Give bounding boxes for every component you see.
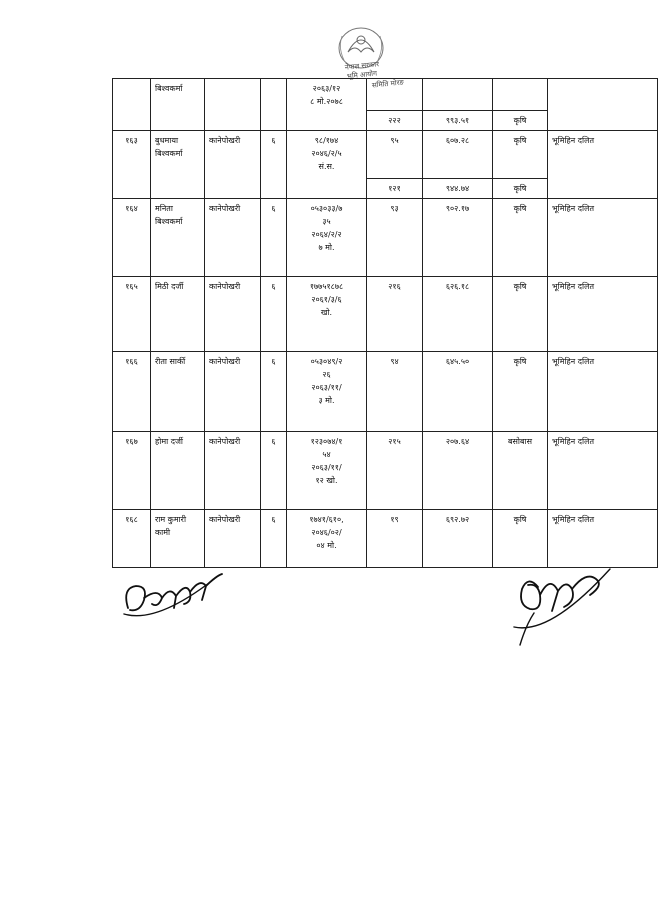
category-cell: भूमिहिन दलित <box>548 432 658 510</box>
area-cell: ९९३.५१ <box>423 111 493 131</box>
place-cell: कानेपोखरी <box>205 510 261 568</box>
serial-cell: १६३ <box>113 131 151 199</box>
name-cell: होमा दर्जी <box>151 432 205 510</box>
name-cell: बुधमाया बिश्वकर्मा <box>151 131 205 199</box>
category-cell: भूमिहिन दलित <box>548 510 658 568</box>
table-row <box>113 432 658 510</box>
kitta-cell: २२२ <box>367 111 423 131</box>
ward-cell: ६ <box>261 432 287 510</box>
serial-cell: १६८ <box>113 510 151 568</box>
kitta-cell: १९ <box>367 510 423 568</box>
place-cell: कानेपोखरी <box>205 352 261 432</box>
area-cell: ६४५.५० <box>423 352 493 432</box>
category-cell: भूमिहिन दलित <box>548 352 658 432</box>
name-cell: मनिता बिश्वकर्मा <box>151 199 205 277</box>
use-cell: कृषि <box>493 199 548 277</box>
reference-cell: ०५३०४९/२ २६ २०६३/११/ ३ मो. <box>287 352 367 432</box>
name-cell: राम कुमारी कामी <box>151 510 205 568</box>
table-row <box>113 79 658 111</box>
seal-line-2: भूमि आयोग <box>346 69 378 81</box>
reference-cell: ०५३०३३/७ ३५ २०६४/२/२ ७ मो. <box>287 199 367 277</box>
category-cell: भूमिहिन दलित <box>548 131 658 199</box>
right-signature <box>500 565 618 655</box>
table-row <box>113 510 658 568</box>
serial-cell: १६७ <box>113 432 151 510</box>
seal-line-3: समिति मोरङ <box>371 78 405 90</box>
place-cell: कानेपोखरी <box>205 131 261 199</box>
table-row <box>113 277 658 352</box>
place-cell: कानेपोखरी <box>205 277 261 352</box>
area-cell: ६०७.२८ <box>423 131 493 179</box>
use-cell: कृषि <box>493 179 548 199</box>
ward-cell: ६ <box>261 277 287 352</box>
use-cell: कृषि <box>493 131 548 179</box>
name-cell: मिठी दर्जी <box>151 277 205 352</box>
use-cell: कृषि <box>493 277 548 352</box>
reference-cell: ९८/१७४ २०४६/२/५ सं.स. <box>287 131 367 199</box>
reference-cell: १७७५१८७८ २०६१/३/६ खो. <box>287 277 367 352</box>
left-signature <box>118 568 228 630</box>
ward-cell: ६ <box>261 510 287 568</box>
table-row <box>113 199 658 277</box>
use-cell: कृषि <box>493 111 548 131</box>
area-cell: ९०२.१७ <box>423 199 493 277</box>
area-cell: ६२६.१८ <box>423 277 493 352</box>
name-cell: बिश्वकर्मा <box>151 79 205 131</box>
serial-cell: १६४ <box>113 199 151 277</box>
area-cell: २०७.६४ <box>423 432 493 510</box>
ward-cell: ६ <box>261 199 287 277</box>
area-cell: ९४४.७४ <box>423 179 493 199</box>
place-cell: कानेपोखरी <box>205 199 261 277</box>
category-cell: भूमिहिन दलित <box>548 277 658 352</box>
kitta-cell: २१६ <box>367 277 423 352</box>
seal-line-1: नेपाल सरकार <box>344 60 380 72</box>
table-row <box>113 352 658 432</box>
reference-cell: १७४१/६१०, २०४६/०२/ ०४ मो. <box>287 510 367 568</box>
kitta-cell: ९४ <box>367 352 423 432</box>
use-cell: बसोबास <box>493 432 548 510</box>
use-cell: कृषि <box>493 352 548 432</box>
reference-cell: २०६३/१२ ८ मो.२०७८ <box>287 79 367 131</box>
name-cell: रीता सार्की <box>151 352 205 432</box>
serial-cell: १६६ <box>113 352 151 432</box>
ward-cell: ६ <box>261 131 287 199</box>
use-cell: कृषि <box>493 510 548 568</box>
kitta-cell: ९३ <box>367 199 423 277</box>
ward-cell: ६ <box>261 352 287 432</box>
category-cell: भूमिहिन दलित <box>548 199 658 277</box>
kitta-cell: २१५ <box>367 432 423 510</box>
serial-cell: १६५ <box>113 277 151 352</box>
place-cell: कानेपोखरी <box>205 432 261 510</box>
area-cell: ६९२.७२ <box>423 510 493 568</box>
table-row <box>113 131 658 179</box>
reference-cell: १२३०७४/१ ५४ २०६३/११/ १२ खो. <box>287 432 367 510</box>
land-records-table <box>112 78 658 568</box>
kitta-cell: ९५ <box>367 131 423 179</box>
kitta-cell: १२१ <box>367 179 423 199</box>
